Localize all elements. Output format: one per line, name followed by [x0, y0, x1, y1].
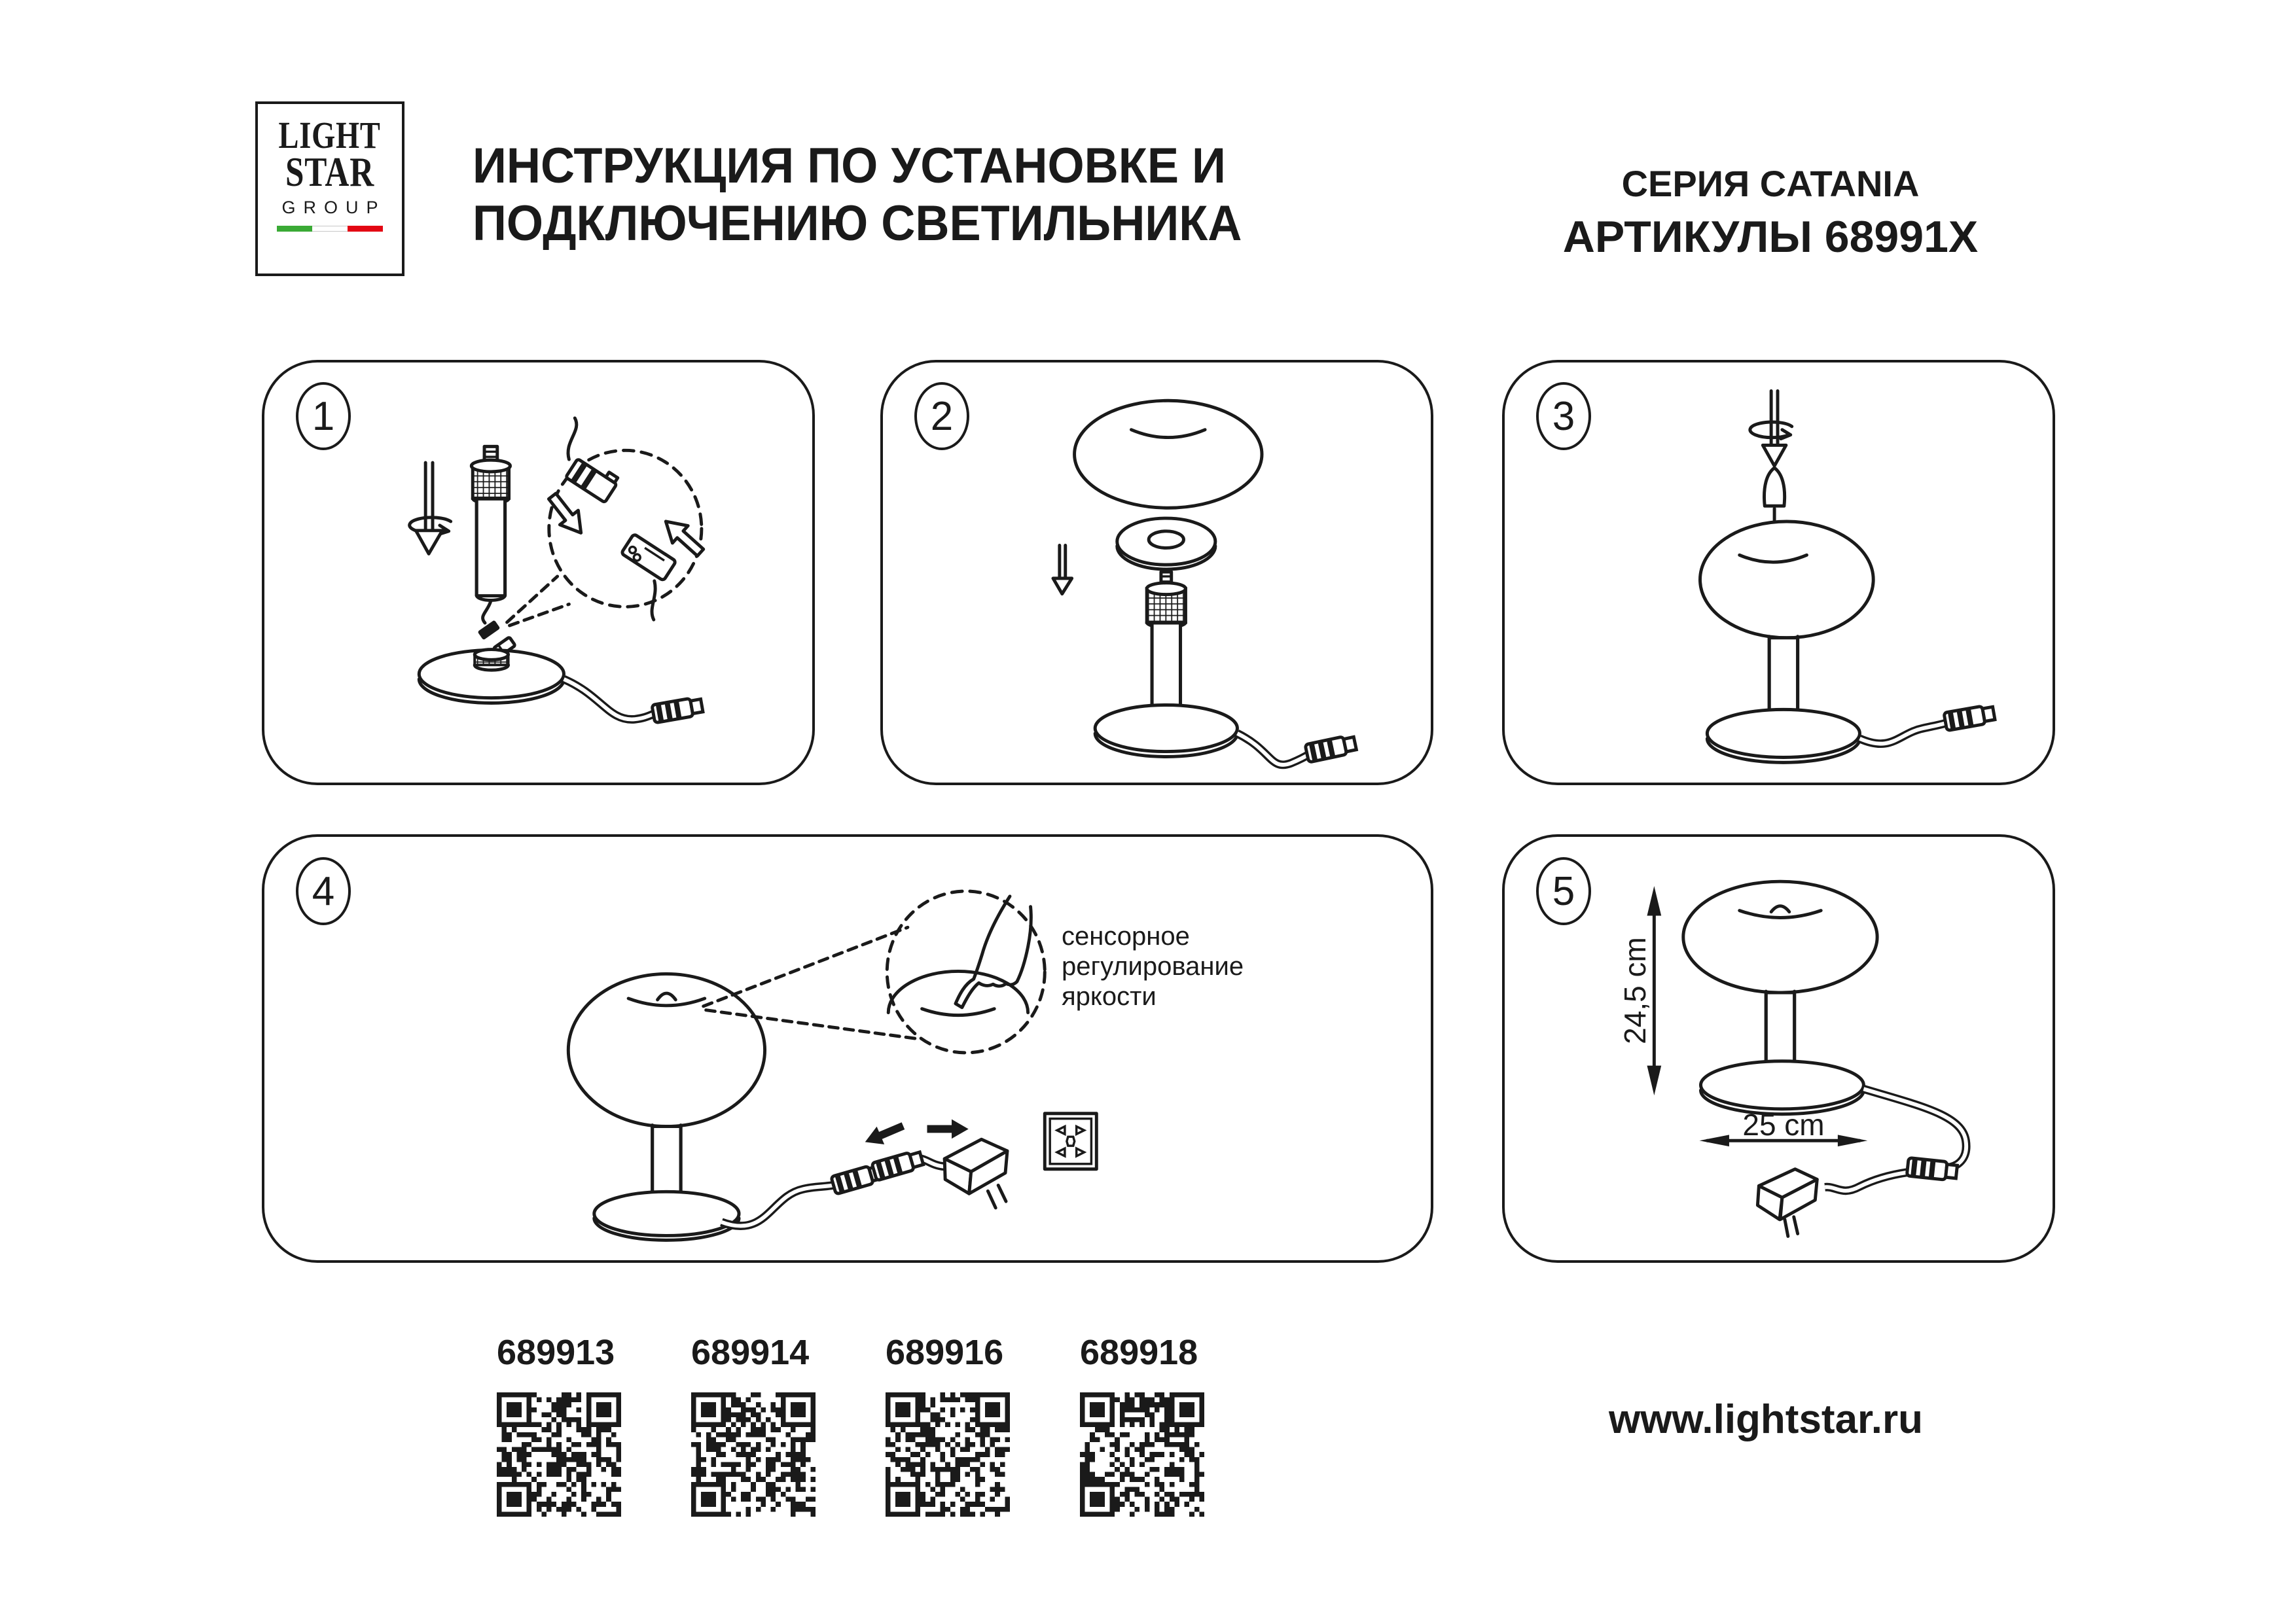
- power-cable: [1237, 733, 1357, 765]
- website-url: www.lightstar.ru: [1609, 1397, 1923, 1442]
- step-4-drawing: [264, 837, 1431, 1260]
- power-cable: [1859, 704, 1995, 743]
- page-title: [473, 137, 1242, 253]
- lamp-base: [419, 650, 564, 703]
- flag-red: [348, 226, 383, 232]
- lightstar-logo: [255, 101, 404, 276]
- step-4-panel: [262, 834, 1433, 1263]
- connector-zoom-balloon: [507, 418, 708, 626]
- washer-ring: [1117, 518, 1215, 569]
- rotate-down-icon: [410, 463, 451, 554]
- logo-word-light: LIGHT: [278, 114, 382, 156]
- assembled-lamp: [1683, 881, 1877, 1114]
- title-line-2: ПОДКЛЮЧЕНИЮ СВЕТИЛЬНИКА: [473, 196, 1242, 251]
- article-item-4: [1080, 1332, 1204, 1517]
- touch-dimming-note: сенсорное регулирование яркости: [1062, 922, 1244, 1011]
- step-2-number: 2: [914, 382, 969, 450]
- width-dimension-label: 25 cm: [1742, 1108, 1825, 1142]
- plug-assembly: [721, 1114, 1096, 1226]
- article-item-2: [691, 1332, 816, 1517]
- lamp-shade: [1075, 400, 1262, 508]
- article-code: 689913: [497, 1333, 615, 1372]
- power-cable: [564, 679, 704, 723]
- article-item-1: [497, 1332, 621, 1517]
- logo-word-group: GROUP: [281, 198, 386, 217]
- stem-on-base: [1095, 572, 1237, 756]
- logo-word-star: STAR: [285, 149, 374, 196]
- article-item-3: [886, 1332, 1010, 1517]
- step-3-number: 3: [1536, 382, 1591, 450]
- article-code: 689914: [691, 1333, 810, 1372]
- step-5-number: 5: [1536, 857, 1591, 925]
- plug-arrow-icon: [927, 1120, 968, 1139]
- series-block: [1525, 162, 2016, 262]
- unplug-arrow-icon: [861, 1117, 907, 1151]
- step-4-number: 4: [296, 857, 351, 925]
- down-arrow-icon: [1053, 546, 1072, 594]
- height-dimension-label: 24,5 cm: [1618, 937, 1652, 1044]
- article-code: 689918: [1080, 1333, 1198, 1372]
- articles-label: АРТИКУЛЫ 68991X: [1562, 212, 1979, 262]
- power-adapter: [1757, 1169, 1817, 1237]
- series-label: СЕРИЯ CATANIA: [1621, 163, 1920, 204]
- qr-code: [691, 1392, 816, 1517]
- qr-code: [1080, 1392, 1204, 1517]
- screw-in-icon: [1750, 391, 1792, 466]
- title-line-1: ИНСТРУКЦИЯ ПО УСТАНОВКЕ И: [473, 138, 1226, 194]
- lamp-stem: [471, 446, 510, 600]
- male-connector: [565, 454, 620, 503]
- female-connector: [621, 534, 676, 581]
- step-1-number: 1: [296, 382, 351, 450]
- power-adapter: [944, 1139, 1007, 1208]
- article-code: 689916: [886, 1333, 1004, 1372]
- italian-flag-bar: [277, 226, 383, 232]
- flag-green: [277, 226, 312, 232]
- assembled-lamp: [1700, 521, 1873, 762]
- qr-code: [497, 1392, 621, 1517]
- flag-white: [312, 226, 348, 232]
- qr-code: [886, 1392, 1010, 1517]
- led-bulb: [1765, 468, 1785, 506]
- wall-socket-icon: [1045, 1114, 1096, 1169]
